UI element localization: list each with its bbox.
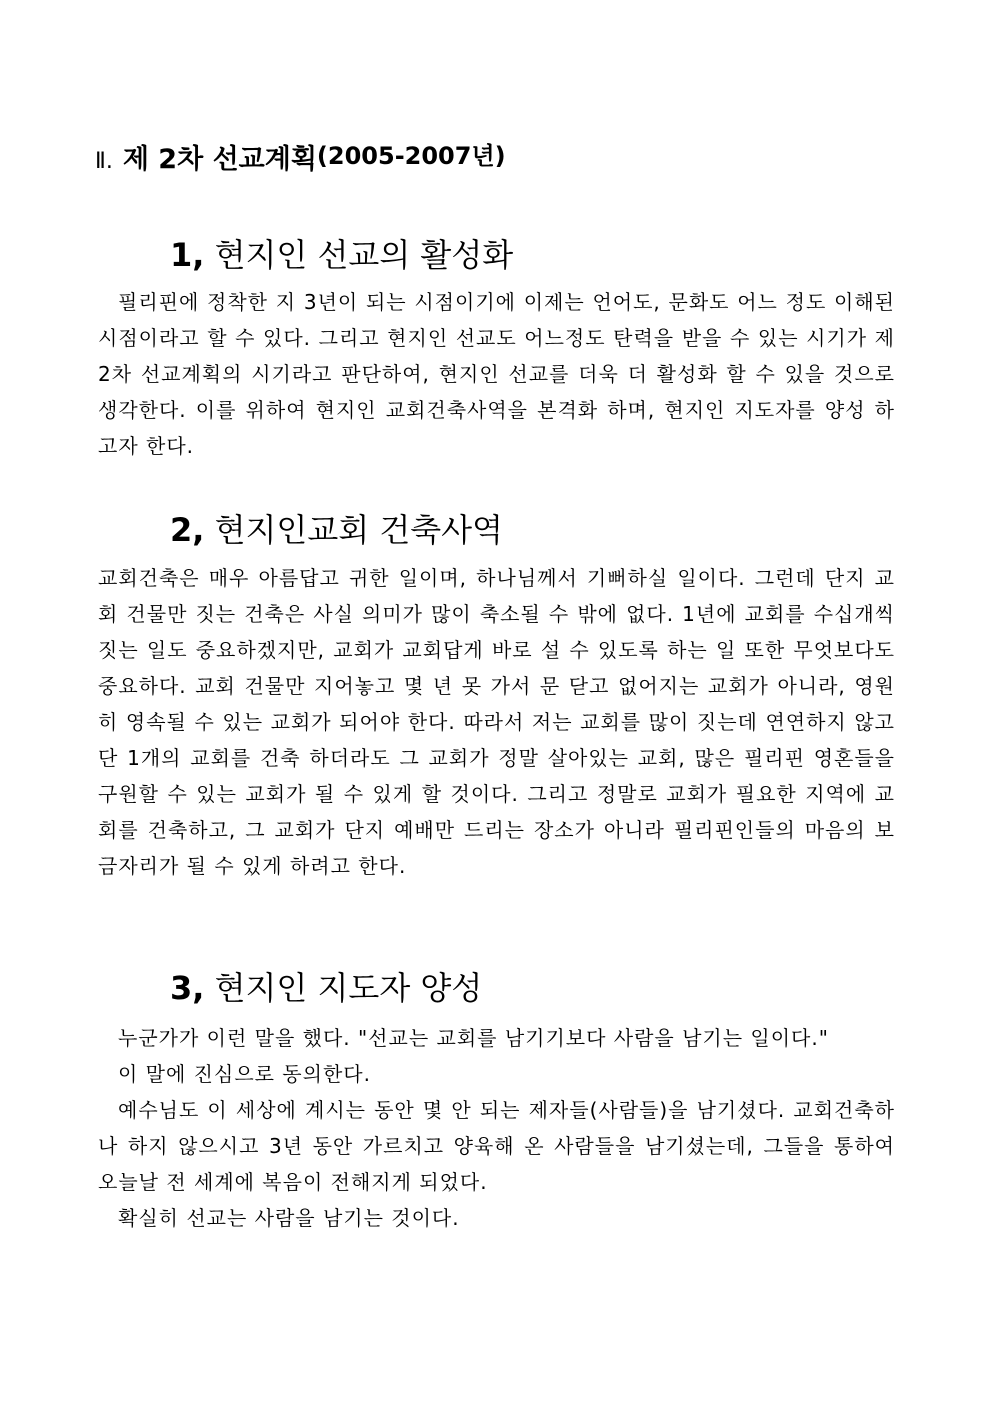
section-2-title: 현지인교회 건축사역 bbox=[214, 511, 503, 549]
section-1-title: 현지인 선교의 활성화 bbox=[214, 236, 514, 274]
section-3-paragraph-1: 누군가가 이런 말을 했다. "선교는 교회를 남기기보다 사람을 남기는 일이다." bbox=[118, 1026, 829, 1050]
section-3-number: 3, bbox=[170, 969, 205, 1007]
section-3-paragraph-4: 확실히 선교는 사람을 남기는 것이다. bbox=[118, 1206, 460, 1230]
section-2-number: 2, bbox=[170, 511, 205, 549]
section-1-heading bbox=[170, 233, 513, 277]
section-1-body bbox=[98, 284, 895, 464]
main-heading-title: 제 2차 선교계획 bbox=[122, 144, 317, 175]
main-heading-years: (2005-2007년) bbox=[316, 142, 506, 170]
section-3-body bbox=[98, 1020, 895, 1236]
section-2-body bbox=[98, 560, 895, 884]
section-1-paragraph-1: 필리핀에 정착한 지 3년이 되는 시점이기에 이제는 언어도, 문화도 어느 정도 이해된 시점이라고 할 수 있다. 그리고 현지인 선교도 어느정도 탄력을 받을 수 있는 시기가 제 2차 선교계획의 시기라고 판단하여, 현지인 선교를 더욱 더 활성화 할 수 있을 것으로 생각한다. 이를 위하여 현지인 교회건축사역을 본격화 하며, 현지인 지도자를 양성 하고자 한다. bbox=[98, 290, 895, 458]
main-heading bbox=[95, 140, 506, 182]
section-2-heading bbox=[170, 508, 503, 552]
section-3-paragraph-3: 예수님도 이 세상에 계시는 동안 몇 안 되는 제자들(사람들)을 남기셨다. 교회건축하나 하지 않으시고 3년 동안 가르치고 양육해 온 사람들을 남기셨는데, 그들을 통하여 오늘날 전 세계에 복음이 전해지게 되었다. bbox=[98, 1098, 895, 1194]
main-heading-roman-numeral: Ⅱ. bbox=[95, 149, 113, 174]
section-2-paragraph-1: 교회건축은 매우 아름답고 귀한 일이며, 하나님께서 기뻐하실 일이다. 그런데 단지 교회 건물만 짓는 건축은 사실 의미가 많이 축소될 수 밖에 없다. 1년에 교회를 수십개씩 짓는 일도 중요하겠지만, 교회가 교회답게 바로 설 수 있도록 하는 일 또한 무엇보다도 중요하다. 교회 건물만 지어놓고 몇 년 못 가서 문 닫고 없어지는 교회가 아니라, 영원히 영속될 수 있는 교회가 되어야 한다. 따라서 저는 교회를 많이 짓는데 연연하지 않고 단 1개의 교회를 건축 하더라도 그 교회가 정말 살아있는 교회, 많은 필리핀 영혼들을 구원할 수 있는 교회가 될 수 있게 할 것이다. 그리고 정말로 교회가 필요한 지역에 교회를 건축하고, 그 교회가 단지 예배만 드리는 장소가 아니라 필리핀인들의 마음의 보금자리가 될 수 있게 하려고 한다. bbox=[98, 566, 895, 878]
section-3-paragraph-2: 이 말에 진심으로 동의한다. bbox=[118, 1062, 371, 1086]
section-1-number: 1, bbox=[170, 236, 205, 274]
section-3-title: 현지인 지도자 양성 bbox=[214, 969, 483, 1007]
section-3-heading bbox=[170, 966, 482, 1010]
